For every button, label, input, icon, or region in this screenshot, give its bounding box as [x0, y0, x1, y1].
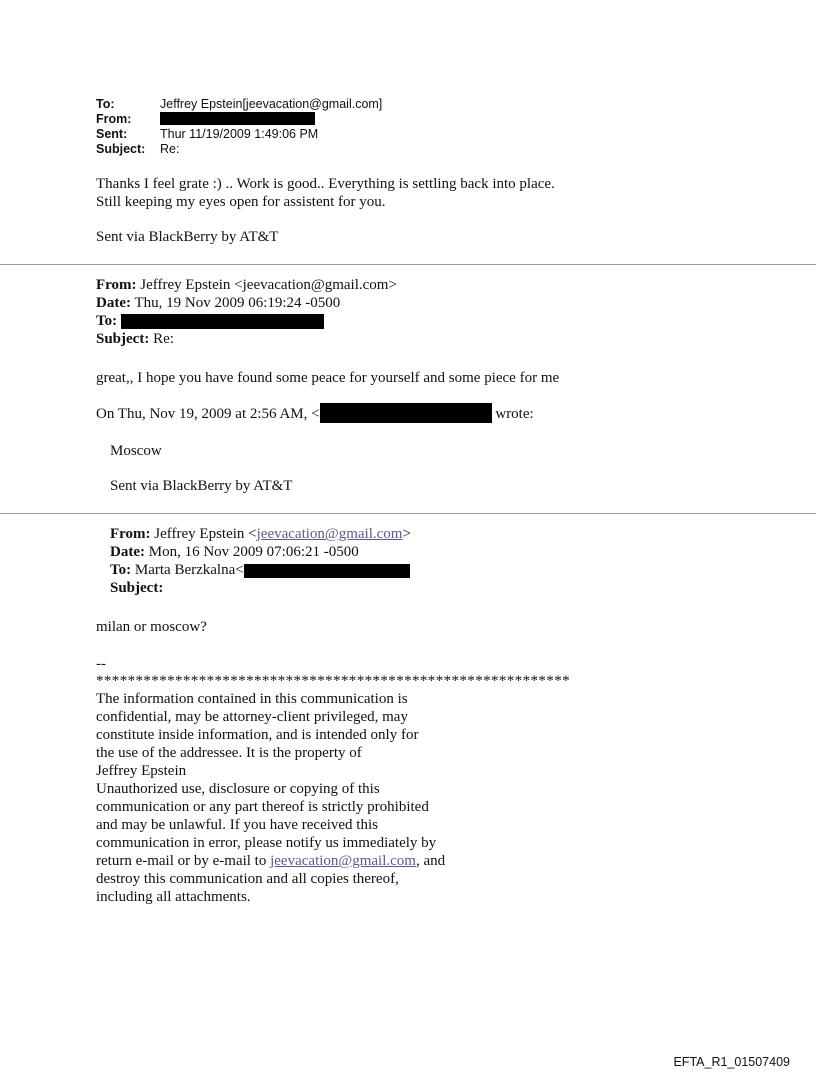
date-label: Date: [96, 295, 131, 311]
disclaimer-line: the use of the addressee. It is the property of [96, 745, 362, 761]
to-value: Marta Berzkalna< [131, 562, 244, 578]
to-value: Jeffrey Epstein[jeevacation@gmail.com] [160, 97, 383, 111]
from-label: From: [96, 277, 137, 293]
confidentiality-disclaimer [96, 690, 445, 906]
disclaimer-line: and may be unlawful. If you have received this [96, 817, 378, 833]
subject-value: Re: [160, 142, 180, 156]
subject-value: Re: [149, 331, 174, 347]
disclaimer-line: The information contained in this communication is [96, 691, 408, 707]
date-value: Mon, 16 Nov 2009 07:06:21 -0500 [144, 544, 359, 560]
message-body-2: great,, I hope you have found some peace for yourself and some piece for me [96, 370, 560, 386]
disclaimer-line: communication in error, please notify us immediately by [96, 835, 437, 851]
header-date-row [96, 294, 397, 312]
header-from-row [96, 112, 382, 127]
header-subject-row [96, 330, 397, 348]
return-suffix: , and [415, 853, 446, 869]
disclaimer-line: destroy this communication and all copies thereof, [96, 871, 399, 887]
from-value: Jeffrey Epstein <jeevacation@gmail.com> [136, 277, 397, 293]
from-label: From: [110, 526, 151, 542]
date-label: Date: [110, 544, 145, 560]
email-header-2 [96, 276, 397, 348]
message-body-3: milan or moscow? [96, 619, 207, 635]
header-to-row [96, 312, 397, 330]
header-subject-row [110, 579, 411, 597]
to-label: To: [110, 562, 132, 578]
disclaimer-line: Unauthorized use, disclosure or copying of this [96, 781, 380, 797]
sent-label: Sent: [96, 127, 128, 141]
divider [0, 513, 816, 514]
subject-label: Subject: [96, 331, 150, 347]
from-label: From: [96, 112, 132, 126]
sent-value: Thur 11/19/2009 1:49:06 PM [160, 127, 319, 141]
signature-stars: ************************************************************ [96, 673, 570, 689]
header-subject-row [96, 142, 382, 157]
disclaimer-line: communication or any part thereof is strictly prohibited [96, 799, 429, 815]
header-from-row [96, 276, 397, 294]
subject-label: Subject: [110, 580, 164, 596]
email-link[interactable]: jeevacation@gmail.com [256, 526, 403, 542]
header-to-row [96, 97, 382, 112]
signature-dashes: -- [96, 656, 106, 672]
email-header-top [96, 97, 382, 157]
quote-suffix: wrote: [491, 406, 534, 422]
from-suffix: > [402, 526, 411, 542]
quoted-line: Moscow [110, 443, 162, 459]
disclaimer-line: constitute inside information, and is intended only for [96, 727, 419, 743]
email-header-3 [110, 525, 411, 597]
header-from-row [110, 525, 411, 543]
subject-label: Subject: [96, 142, 146, 156]
to-label: To: [96, 97, 115, 111]
date-value: Thu, 19 Nov 2009 06:19:24 -0500 [130, 295, 341, 311]
body-line: Thanks I feel grate :) .. Work is good.. Everything is settling back into place. [96, 176, 555, 192]
redaction-box [121, 314, 324, 329]
body-line: Still keeping my eyes open for assistent for you. [96, 194, 386, 210]
document-id: EFTA_R1_01507409 [673, 1055, 790, 1069]
to-label: To: [96, 313, 118, 329]
disclaimer-line [96, 852, 445, 870]
quoted-signature: Sent via BlackBerry by AT&T [110, 478, 293, 494]
message-body-1 [96, 175, 555, 211]
header-date-row [110, 543, 411, 561]
redaction-box [244, 564, 410, 578]
email-link[interactable]: jeevacation@gmail.com [270, 853, 416, 869]
signature-1: Sent via BlackBerry by AT&T [96, 229, 279, 245]
redaction-box [320, 403, 492, 423]
quote-attribution [96, 405, 534, 423]
header-sent-row [96, 127, 382, 142]
return-prefix: return e-mail or by e-mail to [96, 853, 271, 869]
divider [0, 264, 816, 265]
disclaimer-line: Jeffrey Epstein [96, 763, 187, 779]
from-prefix: Jeffrey Epstein < [150, 526, 257, 542]
quote-prefix: On Thu, Nov 19, 2009 at 2:56 AM, < [96, 406, 320, 422]
disclaimer-line: confidential, may be attorney-client privileged, may [96, 709, 408, 725]
redaction-box [160, 112, 315, 125]
disclaimer-line: including all attachments. [96, 889, 251, 905]
header-to-row [110, 561, 411, 579]
